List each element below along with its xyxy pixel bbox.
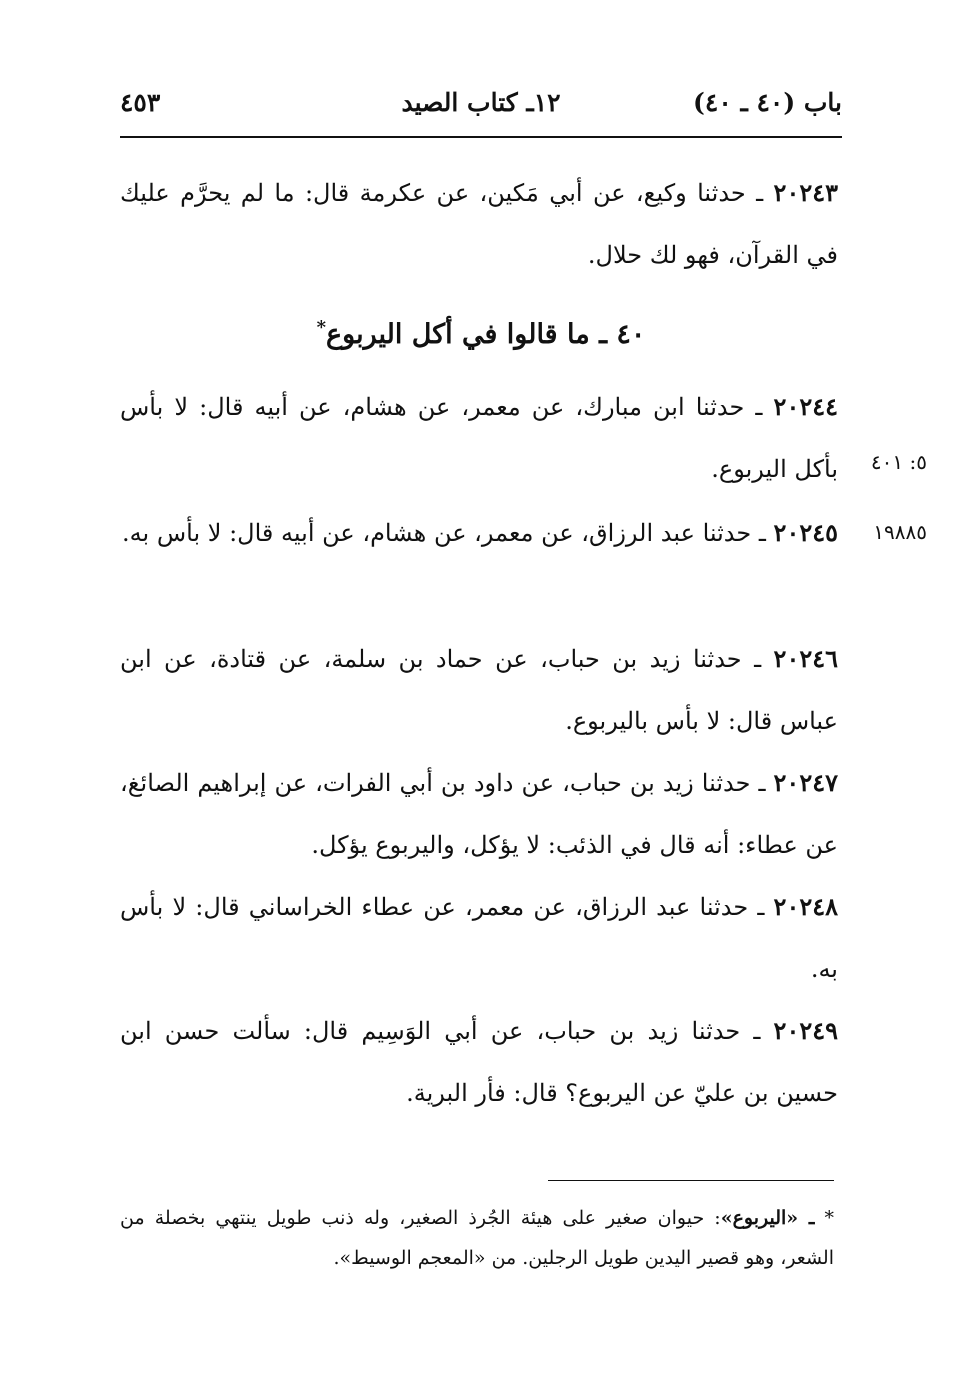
margin-reference: ٥: ٤٠١: [870, 450, 927, 474]
hadith-entry: [120, 376, 838, 500]
footnote-divider: [548, 1180, 834, 1181]
hadith-number: ٢٠٢٤٣: [773, 178, 838, 207]
hadith-number: ٢٠٢٤٤: [773, 392, 838, 421]
hadith-entry: [120, 1000, 838, 1124]
hadith-number: ٢٠٢٤٥: [773, 518, 838, 547]
hadith-entry: [120, 502, 838, 564]
hadith-number: ٢٠٢٤٧: [773, 768, 838, 797]
hadith-entry: [120, 876, 838, 1000]
footnote: [120, 1198, 834, 1278]
hadith-entry: [120, 162, 838, 286]
hadith-number: ٢٠٢٤٨: [773, 892, 838, 921]
hadith-text: ـ حدثنا زيد بن حباب، عن أبي الوَسِيم قال: سألت حسن ابن حسين بن عليّ عن اليربوع؟ قال: فأر البرية.: [120, 1017, 838, 1107]
page-header: [120, 88, 842, 128]
hadith-text: ـ حدثنا عبد الرزاق، عن معمر، عن عطاء الخراساني قال: لا بأس به.: [120, 893, 838, 983]
hadith-text: ـ حدثنا زيد بن حباب، عن حماد بن سلمة، عن قتادة، عن ابن عباس قال: لا بأس باليربوع.: [120, 645, 838, 735]
section-title-text: ٤٠ ـ ما قالوا في أكل اليربوع: [326, 319, 646, 350]
hadith-text: ـ حدثنا ابن مبارك، عن معمر، عن هشام، عن أبيه قال: لا بأس بأكل اليربوع.: [120, 393, 838, 483]
hadith-text: ـ حدثنا زيد بن حباب، عن داود بن أبي الفرات، عن إبراهيم الصائغ، عن عطاء: أنه قال في الذئب: لا يؤكل، واليربوع يؤكل.: [120, 769, 838, 859]
header-divider: [120, 136, 842, 138]
section-title: [120, 304, 842, 359]
hadith-entry: [120, 628, 838, 752]
hadith-number: ٢٠٢٤٩: [773, 1016, 838, 1045]
margin-reference: ١٩٨٨٥: [873, 520, 927, 544]
hadith-number: ٢٠٢٤٦: [773, 644, 838, 673]
chapter-heading: باب (٤٠ ـ ٤٠): [693, 88, 842, 117]
footnote-text: : حيوان صغير على هيئة الجُرذ الصغير، وله ذنب طويل ينتهي بخصلة من الشعر، وهو قصير اليدين طويل الرجلين. من «المعجم الوسيط».: [120, 1207, 834, 1269]
page-number: ٤٥٣: [120, 88, 161, 117]
footnote-marker: *: [824, 1207, 834, 1229]
hadith-text: ـ حدثنا عبد الرزاق، عن معمر، عن هشام، عن أبيه قال: لا بأس به.: [122, 519, 766, 547]
footnote-marker: *: [316, 317, 327, 338]
book-title: ١٢ـ كتاب الصيد: [401, 88, 561, 117]
hadith-entry: [120, 752, 838, 876]
hadith-text: ـ حدثنا وكيع، عن أبي مَكين، عن عكرمة قال: ما لم يحرَّم عليك في القرآن، فهو لك حلال.: [120, 179, 838, 269]
footnote-term: ـ «اليربوع»: [720, 1207, 815, 1229]
